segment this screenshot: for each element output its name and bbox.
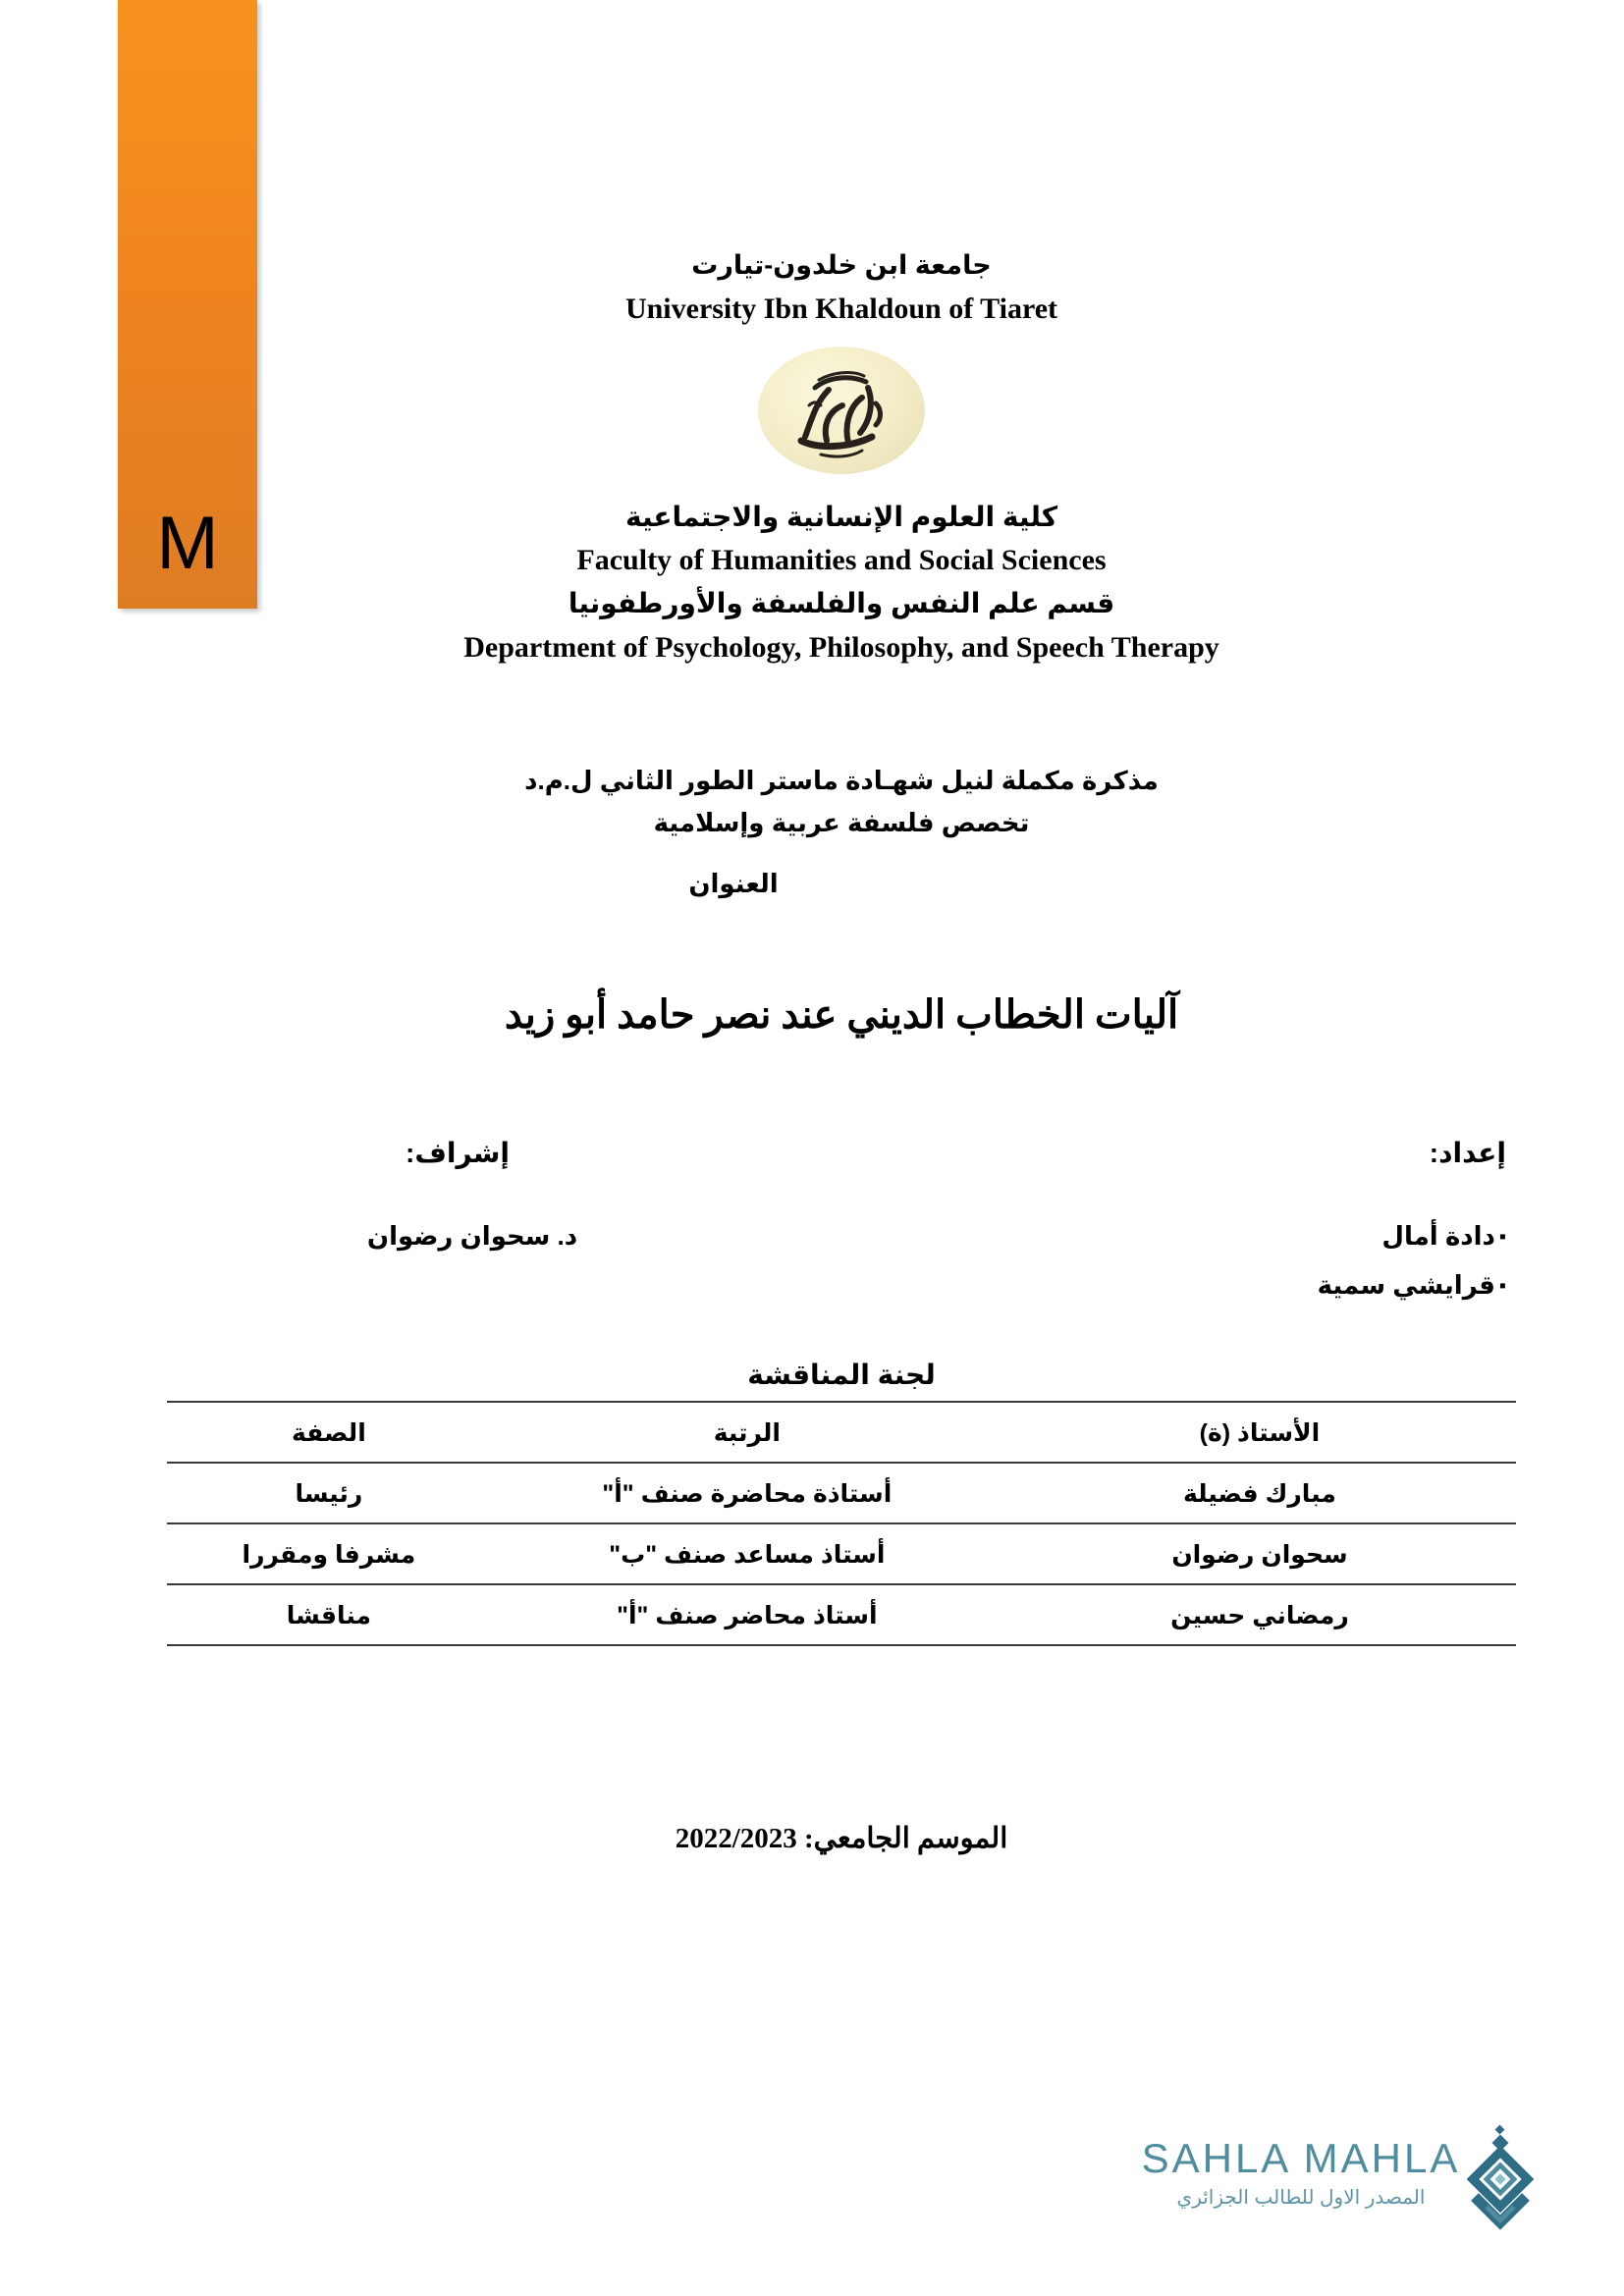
title-label: العنوان	[688, 869, 779, 899]
table-header-row	[167, 1402, 1516, 1463]
page-content	[167, 0, 1516, 1855]
department-name-arabic: قسم علم النفس والفلسفة والأورطفونيا	[568, 588, 1115, 619]
author-name: قرايشي سمية	[1317, 1269, 1495, 1300]
degree-line-1: مذكرة مكملة لنيل شهـادة ماستر الطور الثاني ل.م.د	[524, 765, 1159, 795]
table-row	[167, 1584, 1516, 1645]
sahla-mahla-watermark	[1139, 2130, 1551, 2248]
column-header-professor: الأستاذ (ة)	[1003, 1402, 1516, 1463]
committee-member-rank: أستاذ مساعد صنف "ب"	[491, 1523, 1003, 1584]
university-name-arabic: جامعة ابن خلدون-تيارت	[691, 250, 992, 280]
committee-member-role: مشرفا ومقررا	[167, 1523, 491, 1584]
authors-supervisor-block	[167, 1137, 1516, 1309]
degree-statement	[167, 760, 1516, 900]
bullet-icon: ▪	[1498, 1274, 1506, 1297]
committee-title: لجنة المناقشة	[747, 1360, 936, 1391]
diamond-ornament-icon	[1453, 2124, 1547, 2232]
supervisor-name: د. سحوان رضوان	[366, 1221, 578, 1252]
bar-letter-m: M	[156, 502, 219, 585]
faculty-name-arabic: كلية العلوم الإنسانية والاجتماعية	[624, 501, 1058, 532]
authors-column	[886, 1137, 1516, 1309]
faculty-name-english: Faculty of Humanities and Social Sciences	[576, 544, 1107, 577]
author-item	[886, 1212, 1506, 1260]
supervisor-column	[167, 1137, 787, 1309]
department-name-english: Department of Psychology, Philosophy, and Speech Therapy	[463, 630, 1219, 664]
column-header-role: الصفة	[167, 1402, 491, 1463]
committee-table	[167, 1401, 1516, 1646]
university-heading	[167, 245, 1516, 331]
university-name-english: University Ibn Khaldoun of Tiaret	[624, 292, 1058, 325]
thesis-title: آليات الخطاب الديني عند نصر حامد أبو زيد	[504, 992, 1179, 1038]
committee-member-role: مناقشا	[167, 1584, 491, 1645]
committee-member-name: مبارك فضيلة	[1003, 1463, 1516, 1523]
bullet-icon: ▪	[1498, 1226, 1506, 1249]
watermark-brand: SAHLA MAHLA	[1141, 2135, 1461, 2181]
table-row	[167, 1463, 1516, 1523]
author-name: دادة أمال	[1381, 1221, 1495, 1252]
committee-member-name: رمضاني حسين	[1003, 1584, 1516, 1645]
degree-line-2: تخصص فلسفة عربية وإسلامية	[653, 807, 1030, 837]
committee-member-rank: أستاذة محاضرة صنف "أ"	[491, 1463, 1003, 1523]
committee-member-rank: أستاذ محاضر صنف "أ"	[491, 1584, 1003, 1645]
faculty-department-block	[167, 496, 1516, 669]
author-item	[886, 1261, 1506, 1309]
watermark-tagline: المصدر الاول للطالب الجزائري	[1176, 2187, 1426, 2209]
supervisor-label: إشراف:	[406, 1138, 511, 1169]
committee-member-role: رئيسا	[167, 1463, 491, 1523]
committee-member-name: سحوان رضوان	[1003, 1523, 1516, 1584]
authors-label: إعداد:	[1429, 1138, 1506, 1169]
table-row	[167, 1523, 1516, 1584]
academic-year: الموسم الجامعي: 2022/2023	[675, 1823, 1008, 1855]
university-seal-logo	[758, 347, 925, 474]
column-header-rank: الرتبة	[491, 1402, 1003, 1463]
